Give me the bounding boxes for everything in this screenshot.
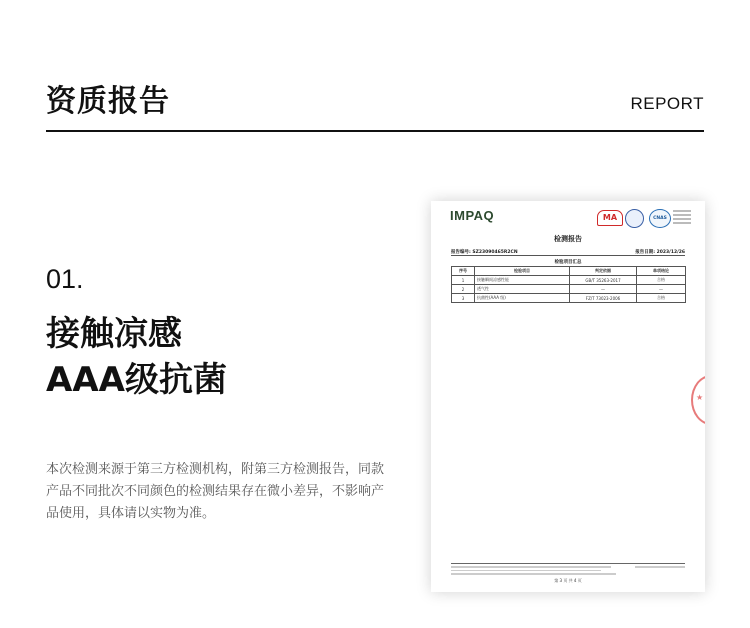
table-cell: 接触瞬间凉感性能 bbox=[475, 276, 570, 285]
table-cell: 透气性 bbox=[475, 285, 570, 294]
cert-caption bbox=[673, 210, 691, 224]
description-text: 本次检测来源于第三方检测机构，附第三方检测报告，同款产品不同批次不同颜色的检测结果存在微小差异，不影响产品使用，具体请以实物为准。 bbox=[46, 462, 385, 521]
report-number: 报告编号: SZ23090465R2CN bbox=[451, 250, 518, 255]
cnas-cert-icon: CNAS bbox=[649, 209, 671, 228]
red-seal-stamp: ★ bbox=[691, 375, 705, 425]
table-cell: 1 bbox=[452, 276, 475, 285]
report-divider bbox=[451, 255, 685, 256]
table-cell: 抗菌性(AAA 级) bbox=[475, 294, 570, 303]
report-summary-title: 检验项目汇总 bbox=[554, 260, 582, 265]
table-header: 检验项目 bbox=[475, 267, 570, 276]
section-number: 01. bbox=[46, 264, 84, 294]
feature-heading-line2: AAA级抗菌 bbox=[46, 360, 227, 400]
feature-heading-line1: 接触凉感 bbox=[46, 314, 182, 354]
report-doc-title: 检测报告 bbox=[554, 235, 582, 243]
ilac-cert-icon bbox=[625, 209, 644, 228]
page-title-en: REPORT bbox=[630, 94, 704, 113]
footer-divider bbox=[451, 563, 685, 564]
table-cell: 合格 bbox=[637, 276, 686, 285]
table-cell: 合格 bbox=[637, 294, 686, 303]
report-footnote-right bbox=[635, 565, 685, 569]
report-page-number: 第 3 页 共 4 页 bbox=[554, 578, 582, 583]
table-cell: — bbox=[570, 285, 637, 294]
report-image bbox=[431, 201, 705, 592]
brand-logo: IMPAQ bbox=[450, 208, 495, 223]
table-header: 判定依据 bbox=[570, 267, 637, 276]
table-row bbox=[452, 285, 686, 294]
table-cell: 3 bbox=[452, 294, 475, 303]
table-header: 序号 bbox=[452, 267, 475, 276]
table-cell: — bbox=[637, 285, 686, 294]
cma-cert-icon: MA bbox=[597, 210, 623, 226]
table-cell: 2 bbox=[452, 285, 475, 294]
table-cell: GB/T 35263-2017 bbox=[570, 276, 637, 285]
report-table bbox=[451, 266, 686, 303]
table-row bbox=[452, 276, 686, 285]
table-header: 单项结论 bbox=[637, 267, 686, 276]
table-row bbox=[452, 294, 686, 303]
report-date: 报告日期: 2023/12/26 bbox=[635, 250, 685, 255]
page-title: 资质报告 bbox=[46, 84, 170, 119]
header-divider bbox=[46, 130, 704, 132]
table-cell: FZ/T 73023-2006 bbox=[570, 294, 637, 303]
